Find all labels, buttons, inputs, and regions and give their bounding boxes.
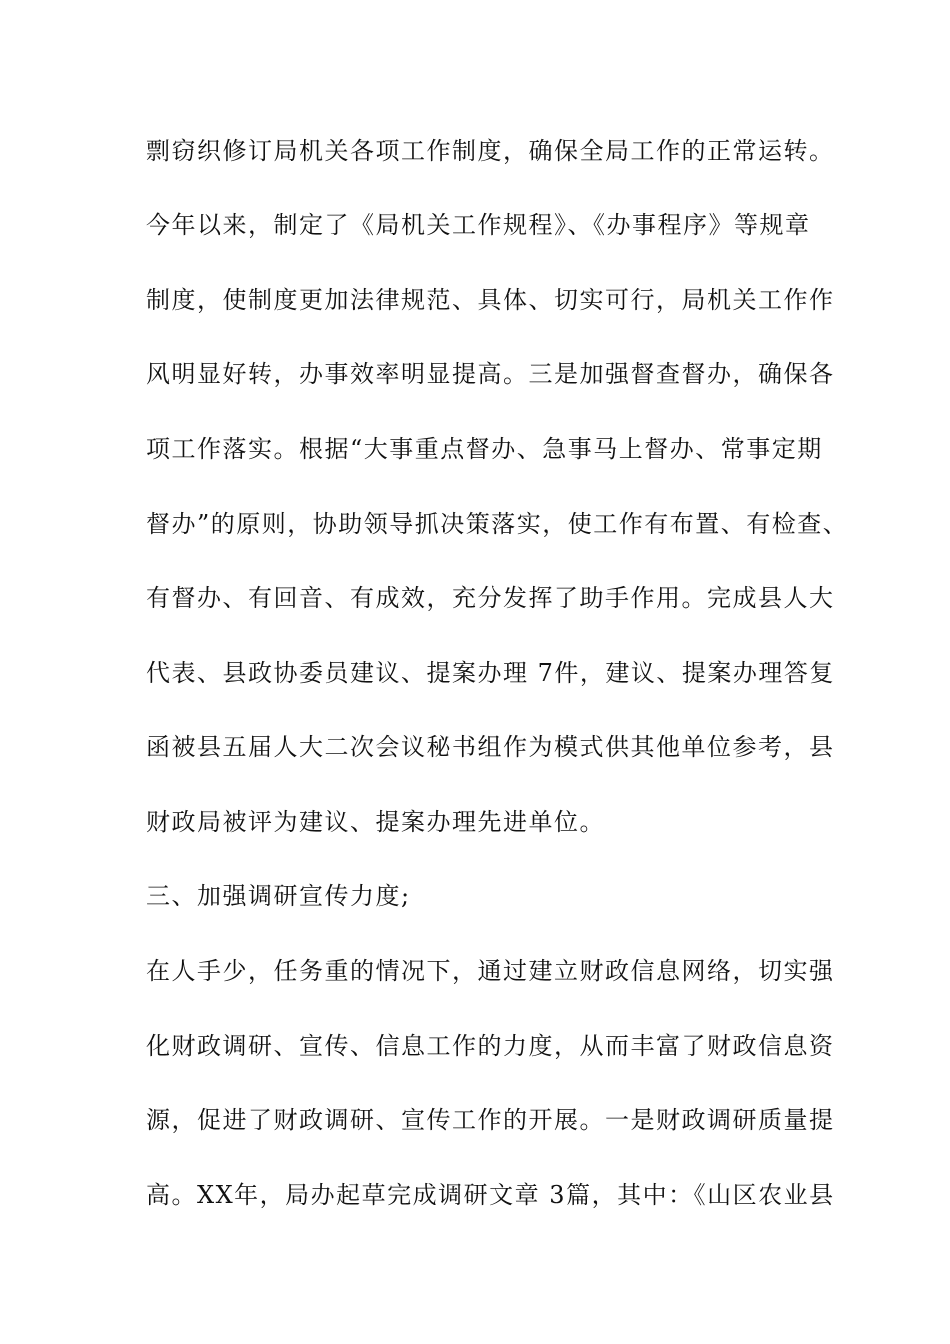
text-line: 有督办、有回音、有成效，充分发挥了助手作用。完成县人大 bbox=[146, 584, 835, 612]
text-line: 代表、县政协委员建议、提案办理 7件，建议、提案办理答复 bbox=[146, 659, 835, 687]
text-line: 财政局被评为建议、提案办理先进单位。 bbox=[146, 808, 605, 836]
text-line: 高。XX年，局办起草完成调研文章 3篇，其中：《山区农业县 bbox=[146, 1181, 835, 1209]
text-line: 督办”的原则，协助领导抓决策落实，使工作有布置、有检查、 bbox=[146, 510, 849, 538]
text-line: 源，促进了财政调研、宣传工作的开展。一是财政调研质量提 bbox=[146, 1106, 835, 1134]
text-line: 在人手少，任务重的情况下，通过建立财政信息网络，切实强 bbox=[146, 957, 835, 985]
text-line: 剽窃织修订局机关各项工作制度，确保全局工作的正常运转。 bbox=[146, 137, 835, 165]
text-line: 风明显好转，办事效率明显提高。三是加强督查督办，确保各 bbox=[146, 360, 835, 388]
text-line: 化财政调研、宣传、信息工作的力度，从而丰富了财政信息资 bbox=[146, 1032, 835, 1060]
section-heading: 三、加强调研宣传力度; bbox=[146, 882, 411, 910]
text-line: 项工作落实。根据“大事重点督办、急事马上督办、常事定期 bbox=[146, 435, 823, 463]
text-line: 今年以来，制定了《局机关工作规程》、《办事程序》等规章 bbox=[146, 211, 811, 239]
text-line: 制度，使制度更加法律规范、具体、切实可行，局机关工作作 bbox=[146, 286, 835, 314]
text-line: 函被县五届人大二次会议秘书组作为模式供其他单位参考，县 bbox=[146, 733, 835, 761]
